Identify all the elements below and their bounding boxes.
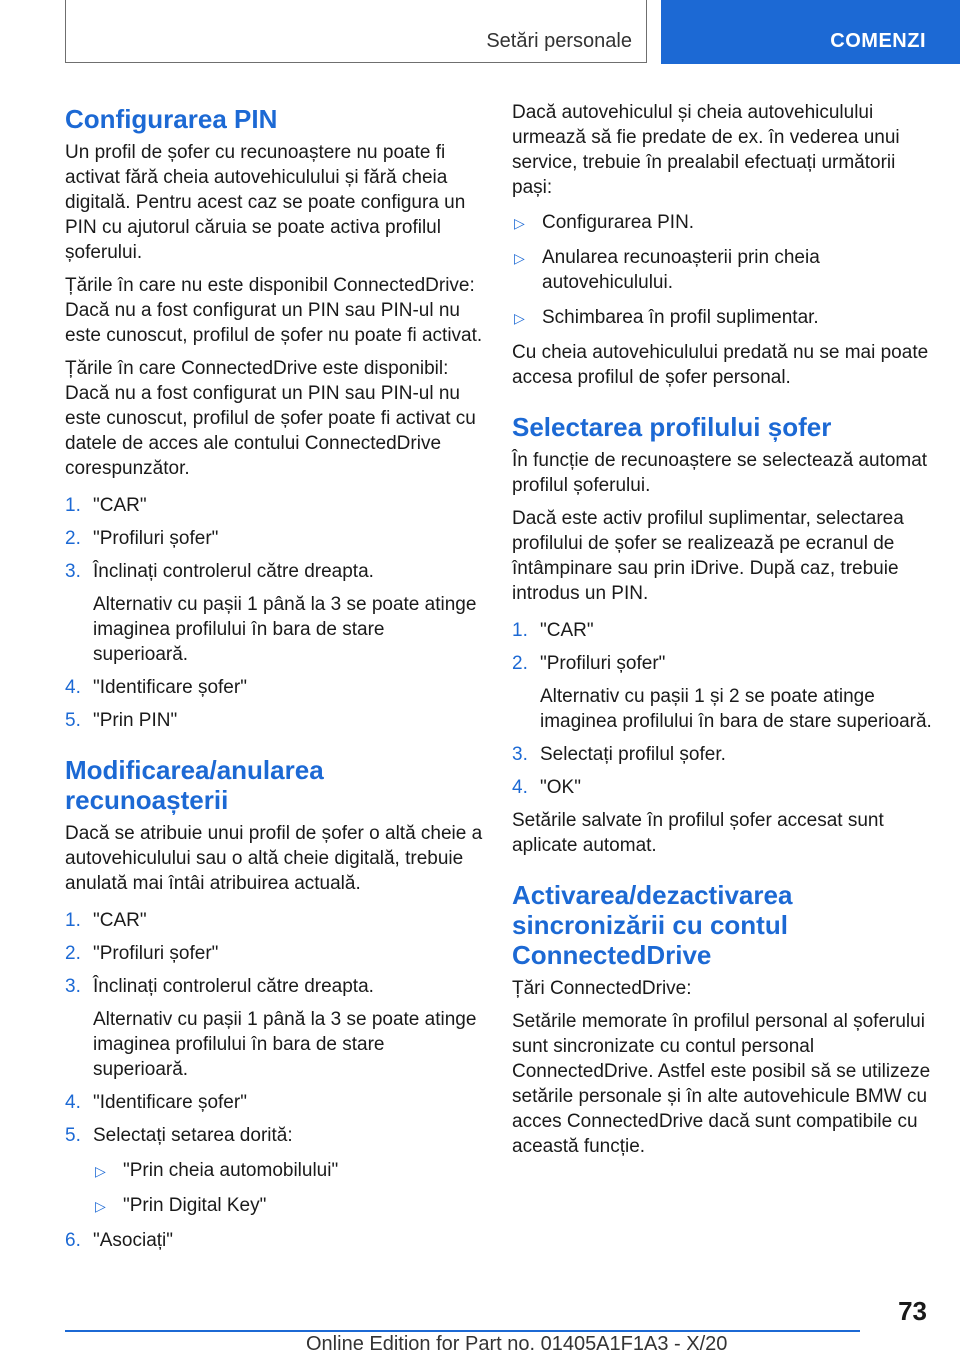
list-item [65, 559, 483, 667]
step-number: 2. [512, 653, 528, 674]
list-item [512, 618, 932, 643]
heading-selectare-profil: Selectarea profilului șofer [512, 412, 832, 442]
paragraph: Țări ConnectedDrive: [512, 978, 692, 999]
list-item [93, 1193, 483, 1218]
list-item [65, 1090, 483, 1115]
heading-sincronizare: Activarea/dezactivarea sincronizării cu contul ConnectedDrive [512, 880, 793, 970]
bullet-text: Schimbarea în profil suplimentar. [542, 307, 819, 328]
steps-list-pin [65, 493, 483, 733]
step-number: 4. [512, 777, 528, 798]
triangle-right-icon: ▷ [95, 1198, 106, 1214]
step-text: "Asociați" [93, 1230, 174, 1251]
step-number: 2. [65, 528, 81, 549]
paragraph: Setările salvate în profilul șofer accesat sunt aplicate automat. [512, 810, 884, 856]
paragraph: În funcție de recunoaștere se selectează automat profilul șoferului. [512, 450, 928, 496]
step-text: Înclinați controlerul către dreapta. [93, 561, 374, 582]
triangle-right-icon: ▷ [514, 215, 525, 231]
steps-list-select [512, 618, 932, 800]
step-number: 1. [65, 495, 81, 516]
triangle-right-icon: ▷ [514, 310, 525, 326]
section-title: Setări personale [486, 30, 632, 52]
step-text: "Identificare șofer" [93, 677, 247, 698]
step-number: 3. [65, 976, 81, 997]
step-note: Alternativ cu pașii 1 până la 3 se poate atinge imaginea profilului în bara de stare superioară. [93, 594, 477, 665]
section-tab[interactable] [65, 0, 647, 63]
list-item [512, 210, 932, 235]
paragraph: Cu cheia autovehiculului predată nu se mai poate accesa profilul de șofer personal. [512, 342, 929, 388]
steps-list-modify [65, 908, 483, 1253]
step-number: 4. [65, 677, 81, 698]
step-text: "Identificare șofer" [93, 1092, 247, 1113]
list-item [65, 941, 483, 966]
step-number: 1. [512, 620, 528, 641]
step-note: Alternativ cu pașii 1 și 2 se poate atinge imaginea profilului în bara de stare superioară. [540, 686, 932, 732]
footer-divider [65, 1330, 860, 1332]
option-text: "Prin Digital Key" [123, 1195, 267, 1216]
right-column [512, 100, 932, 1167]
bullet-list [512, 210, 932, 330]
step-text: "CAR" [93, 910, 147, 931]
list-item [512, 245, 932, 295]
step-text: "CAR" [93, 495, 147, 516]
list-item [65, 908, 483, 933]
step-text: "Prin PIN" [93, 710, 178, 731]
step-number: 3. [65, 561, 81, 582]
paragraph: Dacă este activ profilul suplimentar, selectarea profilului de șofer se realizează pe ecranul de întâmpinare sau prin iDrive. După caz, trebuie introdus un PIN. [512, 508, 904, 604]
chapter-tab[interactable] [661, 0, 960, 64]
bullet-text: Anularea recunoașterii prin cheia autovehiculului. [542, 247, 820, 293]
page-number: 73 [898, 1296, 927, 1326]
step-text: "OK" [540, 777, 581, 798]
chapter-title: COMENZI [830, 30, 926, 52]
list-item [65, 526, 483, 551]
list-item [512, 651, 932, 734]
option-text: "Prin cheia automobilului" [123, 1160, 339, 1181]
triangle-right-icon: ▷ [514, 250, 525, 266]
list-item [512, 742, 932, 767]
list-item [65, 974, 483, 1082]
list-item [65, 675, 483, 700]
left-column [65, 100, 483, 1261]
list-item [93, 1158, 483, 1183]
step-text: Înclinați controlerul către dreapta. [93, 976, 374, 997]
paragraph: Țările în care nu este disponibil ConnectedDrive: Dacă nu a fost configurat un PIN sau PIN-ul nu este cunoscut, profilul de șofer nu poate fi activat. [65, 275, 483, 346]
list-item [65, 708, 483, 733]
footer-edition: Online Edition for Part no. 01405A1F1A3 - X/20 [306, 1333, 728, 1355]
heading-configurare-pin: Configurarea PIN [65, 104, 278, 134]
step-text: "CAR" [540, 620, 594, 641]
step-number: 1. [65, 910, 81, 931]
step-number: 5. [65, 1125, 81, 1146]
heading-modificare-recunoastere: Modificarea/anularea recunoașterii [65, 755, 324, 815]
step-text: Selectați setarea dorită: [93, 1125, 293, 1146]
triangle-right-icon: ▷ [95, 1163, 106, 1179]
step-text: "Profiluri șofer" [540, 653, 666, 674]
step-number: 6. [65, 1230, 81, 1251]
paragraph: Setările memorate în profilul personal al șoferului sunt sincronizate cu contul personal ConnectedDrive. Astfel este posibil să se utilizeze setările personale și în alte autovehicule BMW cu acces ConnectedDrive dacă sunt compatibile cu această funcție. [512, 1011, 931, 1157]
step-number: 3. [512, 744, 528, 765]
list-item [65, 493, 483, 518]
step-number: 2. [65, 943, 81, 964]
list-item [65, 1228, 483, 1253]
step-number: 4. [65, 1092, 81, 1113]
step-text: Selectați profilul șofer. [540, 744, 726, 765]
paragraph: Dacă autovehiculul și cheia autovehiculului urmează să fie predate de ex. în vederea unui service, trebuie în prealabil efectuați următorii pași: [512, 102, 900, 198]
list-item [512, 775, 932, 800]
paragraph: Țările în care ConnectedDrive este disponibil: Dacă nu a fost configurat un PIN sau PIN-ul nu este cunoscut, profilul de șofer poate fi activat cu datele de acces ale contului ConnectedDrive corespunzător. [65, 358, 476, 479]
option-list [93, 1158, 483, 1218]
step-text: "Profiluri șofer" [93, 943, 219, 964]
list-item [512, 305, 932, 330]
step-note: Alternativ cu pașii 1 până la 3 se poate atinge imaginea profilului în bara de stare superioară. [93, 1009, 477, 1080]
list-item [65, 1123, 483, 1218]
paragraph: Un profil de șofer cu recunoaștere nu poate fi activat fără cheia autovehiculului și fără cheia digitală. Pentru acest caz se poate configura un PIN cu ajutorul căruia se poate activa profilul șoferului. [65, 142, 466, 263]
step-text: "Profiluri șofer" [93, 528, 219, 549]
step-number: 5. [65, 710, 81, 731]
paragraph: Dacă se atribuie unui profil de șofer o altă cheie a autovehiculului sau o altă cheie digitală, trebuie anulată mai întâi atribuirea actuală. [65, 823, 483, 894]
bullet-text: Configurarea PIN. [542, 212, 695, 233]
page-header [0, 0, 960, 66]
